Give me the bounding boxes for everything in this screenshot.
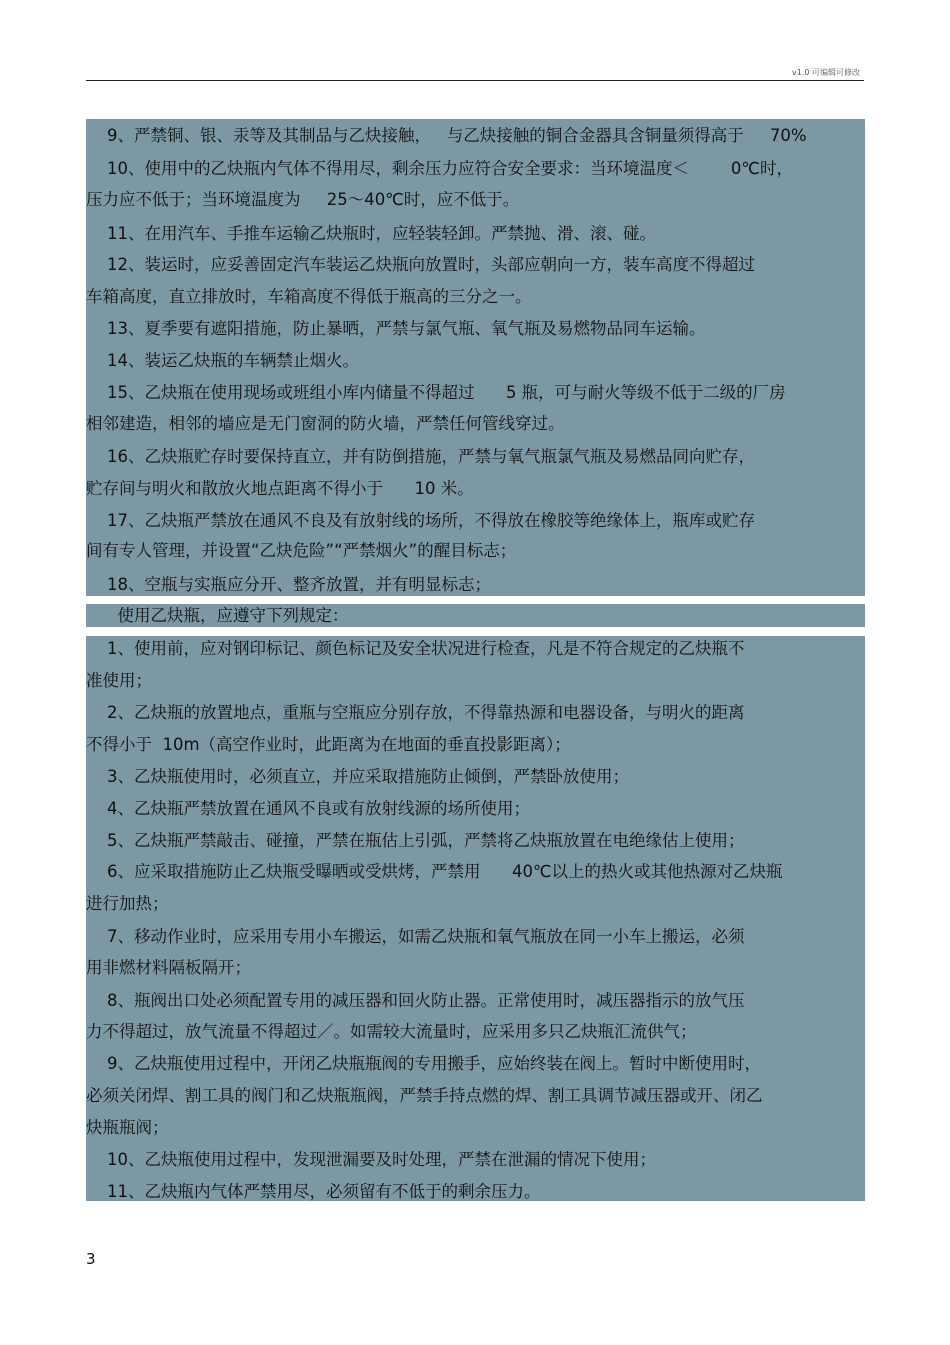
text-line: 8、瓶阀出口处必须配置专用的减压器和回火防止器。正常使用时，减压器指示的放气压 [86,991,745,1010]
text-line: 间有专人管理，并设置“乙炔危险”“严禁烟火”的醒目标志； [86,541,517,560]
text-line: 14、装运乙炔瓶的车辆禁止烟火。 [86,351,359,370]
text-line: 9、严禁铜、银、汞等及其制品与乙炔接触， 与乙炔接触的铜合金器具含铜量须得高于 70% [86,126,807,145]
text-line: 17、乙炔瓶严禁放在通风不良及有放射线的场所，不得放在橡胶等绝缘体上，瓶库或贮存 [86,511,755,530]
section-heading: 使用乙炔瓶，应遵守下列规定： [86,606,349,625]
text-line: 10、乙炔瓶使用过程中，发现泄漏要及时处理，严禁在泄漏的情况下使用； [86,1150,656,1169]
text-line: 5、乙炔瓶严禁敲击、碰撞，严禁在瓶估上引弧，严禁将乙炔瓶放置在电绝缘估上使用； [86,831,745,850]
text-line: 15、乙炔瓶在使用现场或班组小库内储量不得超过 5 瓶，可与耐火等级不低于二级的厂房 [86,383,786,402]
text-line: 16、乙炔瓶贮存时要保持直立，并有防倒措施，严禁与氧气瓶氯气瓶及易燃品同向贮存， [86,447,755,466]
text-line: 11、乙炔瓶内气体严禁用尽，必须留有不低于的剩余压力。 [86,1182,541,1201]
text-line: 12、装运时，应妥善固定汽车装运乙炔瓶向放置时，头部应朝向一方，装车高度不得超过 [86,255,755,274]
text-line: 7、移动作业时，应采用专用小车搬运，如需乙炔瓶和氧气瓶放在同一小车上搬运，必须 [86,927,745,946]
text-line: 必须关闭焊、割工具的阀门和乙炔瓶瓶阀，严禁手持点燃的焊、割工具调节减压器或开、闭乙 [86,1086,763,1105]
text-line: 炔瓶瓶阀； [86,1118,169,1137]
text-line: 1、使用前，应对钢印标记、颜色标记及安全状况进行检查，凡是不符合规定的乙炔瓶不 [86,639,745,658]
highlight-block-storage-rules [86,119,865,596]
header-version: v1.0 可编辑可修改 [792,68,860,77]
text-line: 力不得超过，放气流量不得超过／。如需较大流量时，应采用多只乙炔瓶汇流供气； [86,1022,697,1041]
text-line: 车箱高度，直立排放时，车箱高度不得低于瓶高的三分之一。 [86,287,532,306]
text-line: 2、乙炔瓶的放置地点，重瓶与空瓶应分别存放，不得靠热源和电器设备，与明火的距离 [86,703,745,722]
text-line: 4、乙炔瓶严禁放置在通风不良或有放射线源的场所使用； [86,799,530,818]
text-line: 压力应不低于；当环境温度为 25～40℃时，应不低于。 [86,190,520,209]
text-line: 进行加热； [86,894,169,913]
text-line: 用非燃材料隔板隔开； [86,958,251,977]
text-line: 10、使用中的乙炔瓶内气体不得用尽，剩余压力应符合安全要求：当环境温度＜ 0℃时， [86,159,793,178]
header-rule [86,80,864,81]
text-line: 18、空瓶与实瓶应分开、整齐放置，并有明显标志； [86,575,491,594]
text-line: 13、夏季要有遮阳措施，防止暴晒，严禁与氯气瓶、氧气瓶及易燃物品同车运输。 [86,319,706,338]
text-line: 3、乙炔瓶使用时，必须直立，并应采取措施防止倾倒，严禁卧放使用； [86,767,629,786]
highlight-block-section-heading [86,604,865,627]
text-line: 11、在用汽车、手推车运输乙炔瓶时，应轻装轻卸。严禁抛、滑、滚、碰。 [86,224,656,243]
text-line: 6、应采取措施防止乙炔瓶受曝晒或受烘烤，严禁用 40℃以上的热火或其他热源对乙炔瓶 [86,862,783,881]
text-line: 贮存间与明火和散放火地点距离不得小于 10 米。 [86,479,474,498]
page-number: 3 [86,1250,96,1268]
text-line: 9、乙炔瓶使用过程中，开闭乙炔瓶瓶阀的专用搬手，应始终装在阀上。暂时中断使用时， [86,1054,761,1073]
text-line: 准使用； [86,671,152,690]
text-line: 不得小于 10m（高空作业时，此距离为在地面的垂直投影距离）； [86,735,571,754]
text-line: 相邻建造，相邻的墙应是无门窗洞的防火墙，严禁任何管线穿过。 [86,414,565,433]
highlight-block-usage-rules [86,636,865,1201]
